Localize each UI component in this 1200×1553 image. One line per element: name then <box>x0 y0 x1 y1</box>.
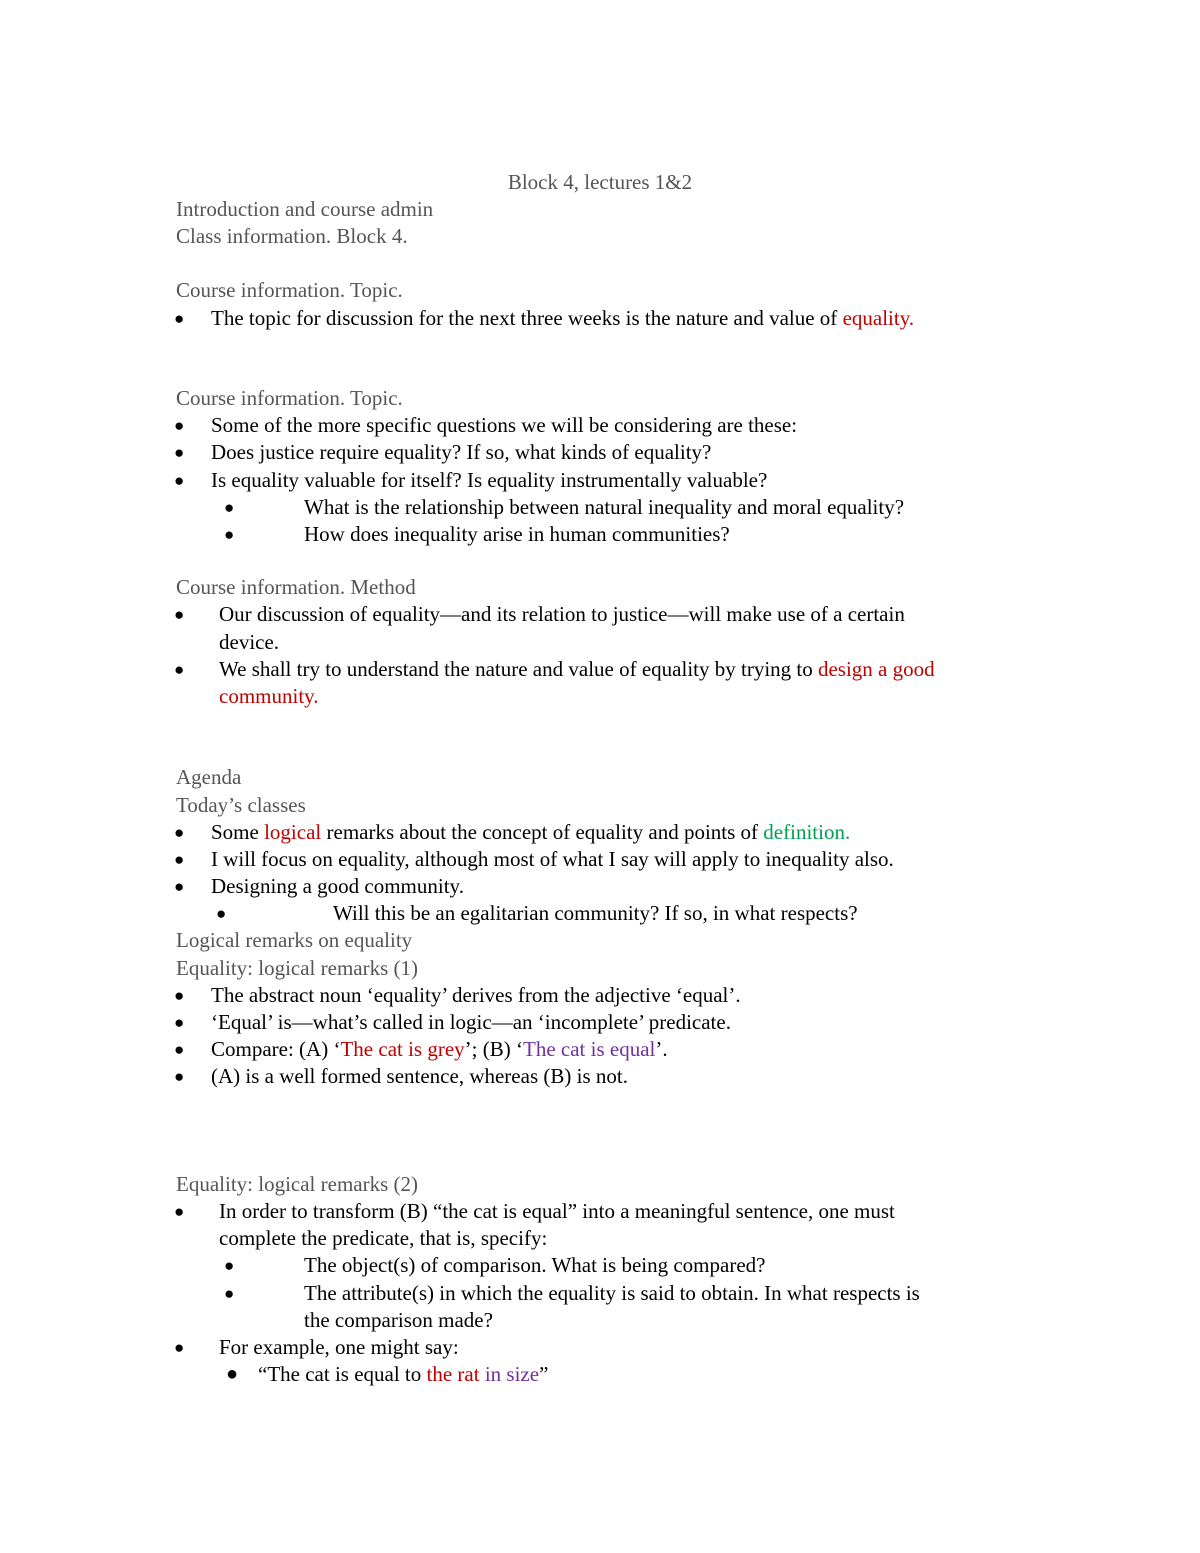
list-item: In order to transform (B) “the cat is equal” into a meaningful sentence, one must <box>219 1199 895 1223</box>
section-subheading: Equality: logical remarks (1) <box>176 956 419 980</box>
bullet-icon: ● <box>174 1040 185 1059</box>
list-item: What is the relationship between natural inequality and moral equality? <box>304 495 905 519</box>
list-item-continuation: the comparison made? <box>304 1308 493 1332</box>
list-item: “The cat is equal to the rat in size” <box>258 1362 549 1386</box>
list-item: How does inequality arise in human communities? <box>304 522 730 546</box>
section-heading-method: Course information. Method <box>176 575 416 599</box>
bullet-icon: ● <box>174 1338 185 1357</box>
bullet-icon: ● <box>174 416 185 435</box>
intro-line: Introduction and course admin <box>176 197 434 221</box>
list-item-continuation: community. <box>219 684 319 708</box>
list-item: The attribute(s) in which the equality is said to obtain. In what respects is <box>304 1281 920 1305</box>
list-item-continuation: complete the predicate, that is, specify: <box>219 1226 548 1250</box>
bullet-icon: ● <box>174 660 185 679</box>
list-item: Designing a good community. <box>211 874 464 898</box>
bullet-icon: ● <box>224 498 235 517</box>
bullet-icon: ● <box>174 986 185 1005</box>
list-item: Some of the more specific questions we will be considering are these: <box>211 413 798 437</box>
section-heading-topic: Course information. Topic. <box>176 386 403 410</box>
list-item-continuation: device. <box>219 630 280 654</box>
section-subheading: Today’s classes <box>176 793 306 817</box>
bullet-icon: ● <box>174 823 185 842</box>
bullet-icon: ● <box>174 877 185 896</box>
bullet-icon: ● <box>174 471 185 490</box>
list-item: The object(s) of comparison. What is being compared? <box>304 1253 766 1277</box>
list-item: For example, one might say: <box>219 1335 459 1359</box>
section-heading-logical: Logical remarks on equality <box>176 928 413 952</box>
list-item: Will this be an egalitarian community? If so, in what respects? <box>333 901 858 925</box>
section-heading-topic: Course information. Topic. <box>176 278 403 302</box>
bullet-icon: ● <box>174 1013 185 1032</box>
list-item: The abstract noun ‘equality’ derives from the adjective ‘equal’. <box>211 983 741 1007</box>
bullet-icon: ● <box>174 850 185 869</box>
section-heading-agenda: Agenda <box>176 765 242 789</box>
bullet-icon: ● <box>174 1202 185 1221</box>
list-item: I will focus on equality, although most of what I say will apply to inequality also. <box>211 847 894 871</box>
list-item: Does justice require equality? If so, what kinds of equality? <box>211 440 712 464</box>
bullet-icon: ● <box>224 1256 235 1275</box>
section-heading-logical-2: Equality: logical remarks (2) <box>176 1172 419 1196</box>
bullet-icon: ● <box>224 525 235 544</box>
page-title: Block 4, lectures 1&2 <box>507 170 693 194</box>
bullet-icon: ● <box>174 605 185 624</box>
bullet-icon: ● <box>174 1067 185 1086</box>
bullet-icon: ● <box>174 443 185 462</box>
class-info-line: Class information. Block 4. <box>176 224 408 248</box>
list-item: The topic for discussion for the next three weeks is the nature and value of equality. <box>211 306 915 330</box>
bullet-icon: ● <box>226 1363 239 1385</box>
list-item: Is equality valuable for itself? Is equality instrumentally valuable? <box>211 468 768 492</box>
bullet-icon: ● <box>224 1284 235 1303</box>
bullet-icon: ● <box>216 904 227 923</box>
list-item: (A) is a well formed sentence, whereas (B) is not. <box>211 1064 628 1088</box>
list-item: Compare: (A) ‘The cat is grey’; (B) ‘The cat is equal’. <box>211 1037 668 1061</box>
list-item: Some logical remarks about the concept of equality and points of definition. <box>211 820 851 844</box>
list-item: We shall try to understand the nature and value of equality by trying to design a good <box>219 657 935 681</box>
list-item: ‘Equal’ is—what’s called in logic—an ‘incomplete’ predicate. <box>211 1010 731 1034</box>
bullet-icon: ● <box>174 309 185 328</box>
list-item: Our discussion of equality—and its relation to justice—will make use of a certain <box>219 602 905 626</box>
